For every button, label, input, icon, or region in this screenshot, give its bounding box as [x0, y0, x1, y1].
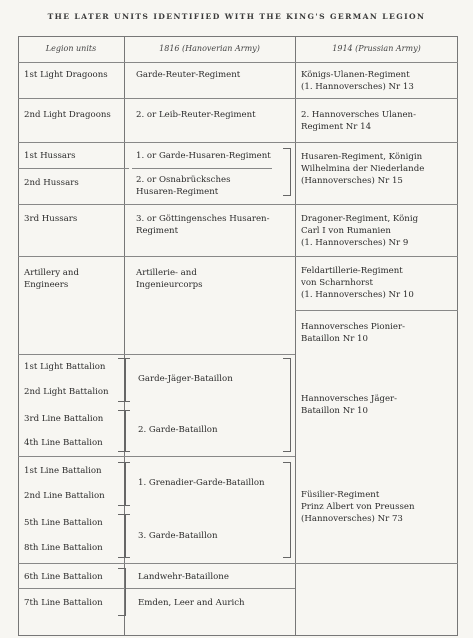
cell-1914: (1. Hannoversches) Nr 10 — [301, 290, 414, 300]
cell-1914: Carl I von Rumanien — [301, 226, 391, 236]
bracket — [124, 410, 130, 452]
header-1914: 1914 (Prussian Army) — [332, 44, 421, 53]
cell-1816: Emden, Leer and Aurich — [138, 598, 245, 608]
cell-1914: von Scharnhorst — [301, 278, 373, 288]
row-separator — [18, 168, 129, 169]
row-separator — [18, 588, 295, 589]
cell-1816: Garde-Jäger-Bataillon — [138, 374, 233, 384]
row-separator — [18, 204, 458, 205]
cell-1816: 2. or Osnabrücksches — [136, 175, 231, 185]
row-separator — [18, 256, 458, 257]
cell-1816: Landwehr-Bataillone — [138, 572, 229, 582]
bracket — [283, 358, 291, 452]
header-1816: 1816 (Hanoverian Army) — [159, 44, 260, 53]
row-separator — [18, 456, 295, 457]
cell-1816: Ingenieurcorps — [136, 280, 203, 290]
legion-cell: 2nd Hussars — [24, 178, 79, 188]
cell-1914: Feldartillerie-Regiment — [301, 266, 403, 276]
legion-cell: Engineers — [24, 280, 69, 290]
legion-cell: 2nd Light Dragoons — [24, 110, 111, 120]
cell-1816: 1. Grenadier-Garde-Bataillon — [138, 478, 265, 488]
legion-cell: 6th Line Battalion — [24, 572, 103, 582]
cell-1816: Garde-Reuter-Regiment — [136, 70, 241, 80]
cell-1816: 2. Garde-Bataillon — [138, 425, 218, 435]
cell-1914: Königs-Ulanen-Regiment — [301, 70, 410, 80]
bracket — [283, 148, 291, 196]
cell-1816: 2. or Leib-Reuter-Regiment — [136, 110, 256, 120]
column-divider — [295, 36, 296, 636]
cell-1914: Füsilier-Regiment — [301, 490, 380, 500]
bracket — [124, 462, 130, 506]
cell-1914: Husaren-Regiment, Königin — [301, 152, 423, 162]
cell-1914: 2. Hannoversches Ulanen- — [301, 110, 417, 120]
bracket — [124, 358, 130, 402]
legion-cell: 1st Light Battalion — [24, 362, 106, 372]
cell-1816: Artillerie- and — [136, 268, 197, 278]
legion-cell: 1st Hussars — [24, 151, 76, 161]
row-separator — [18, 354, 295, 355]
cell-1914: (Hannoversches) Nr 73 — [301, 514, 403, 524]
bracket — [124, 514, 130, 558]
bracket — [283, 462, 291, 558]
legion-cell: 7th Line Battalion — [24, 598, 103, 608]
cell-1816: 1. or Garde-Husaren-Regiment — [136, 151, 271, 161]
legion-cell: 8th Line Battalion — [24, 543, 103, 553]
legion-cell: Artillery and — [24, 268, 79, 278]
cell-1914: Hannoversches Pionier- — [301, 322, 405, 332]
legion-cell: 5th Line Battalion — [24, 518, 103, 528]
cell-1914: Bataillon Nr 10 — [301, 334, 368, 344]
cell-1914: Dragoner-Regiment, König — [301, 214, 419, 224]
cell-1816: Husaren-Regiment — [136, 187, 219, 197]
legion-cell: 3rd Hussars — [24, 214, 78, 224]
table-title: THE LATER UNITS IDENTIFIED WITH THE KING'S GERMAN LEGION — [47, 12, 426, 21]
row-separator — [18, 563, 458, 564]
cell-1914: Regiment Nr 14 — [301, 122, 372, 132]
row-separator — [295, 310, 458, 311]
cell-1914: Bataillon Nr 10 — [301, 406, 368, 416]
cell-1914: (Hannoversches) Nr 15 — [301, 176, 403, 186]
cell-1816: 3. Garde-Bataillon — [138, 531, 218, 541]
bracket — [118, 568, 126, 616]
cell-1816: 3. or Göttingensches Husaren- — [136, 214, 270, 224]
legion-cell: 3rd Line Battalion — [24, 414, 104, 424]
legion-cell: 4th Line Battalion — [24, 438, 103, 448]
cell-1914: Prinz Albert von Preussen — [301, 502, 415, 512]
legion-cell: 1st Line Battalion — [24, 466, 102, 476]
legion-cell: 1st Light Dragoons — [24, 70, 108, 80]
cell-1914: (1. Hannoversches) Nr 13 — [301, 82, 414, 92]
cell-1914: Wilhelmina der Niederlande — [301, 164, 425, 174]
legion-cell: 2nd Light Battalion — [24, 387, 109, 397]
row-separator — [18, 98, 458, 99]
row-separator — [132, 168, 272, 169]
cell-1914: (1. Hannoversches) Nr 9 — [301, 238, 409, 248]
cell-1914: Hannoversches Jäger- — [301, 394, 398, 404]
row-separator — [18, 142, 458, 143]
legion-cell: 2nd Line Battalion — [24, 491, 105, 501]
header-legion-units: Legion units — [45, 44, 97, 53]
cell-1816: Regiment — [136, 226, 179, 236]
header-rule — [18, 62, 458, 63]
